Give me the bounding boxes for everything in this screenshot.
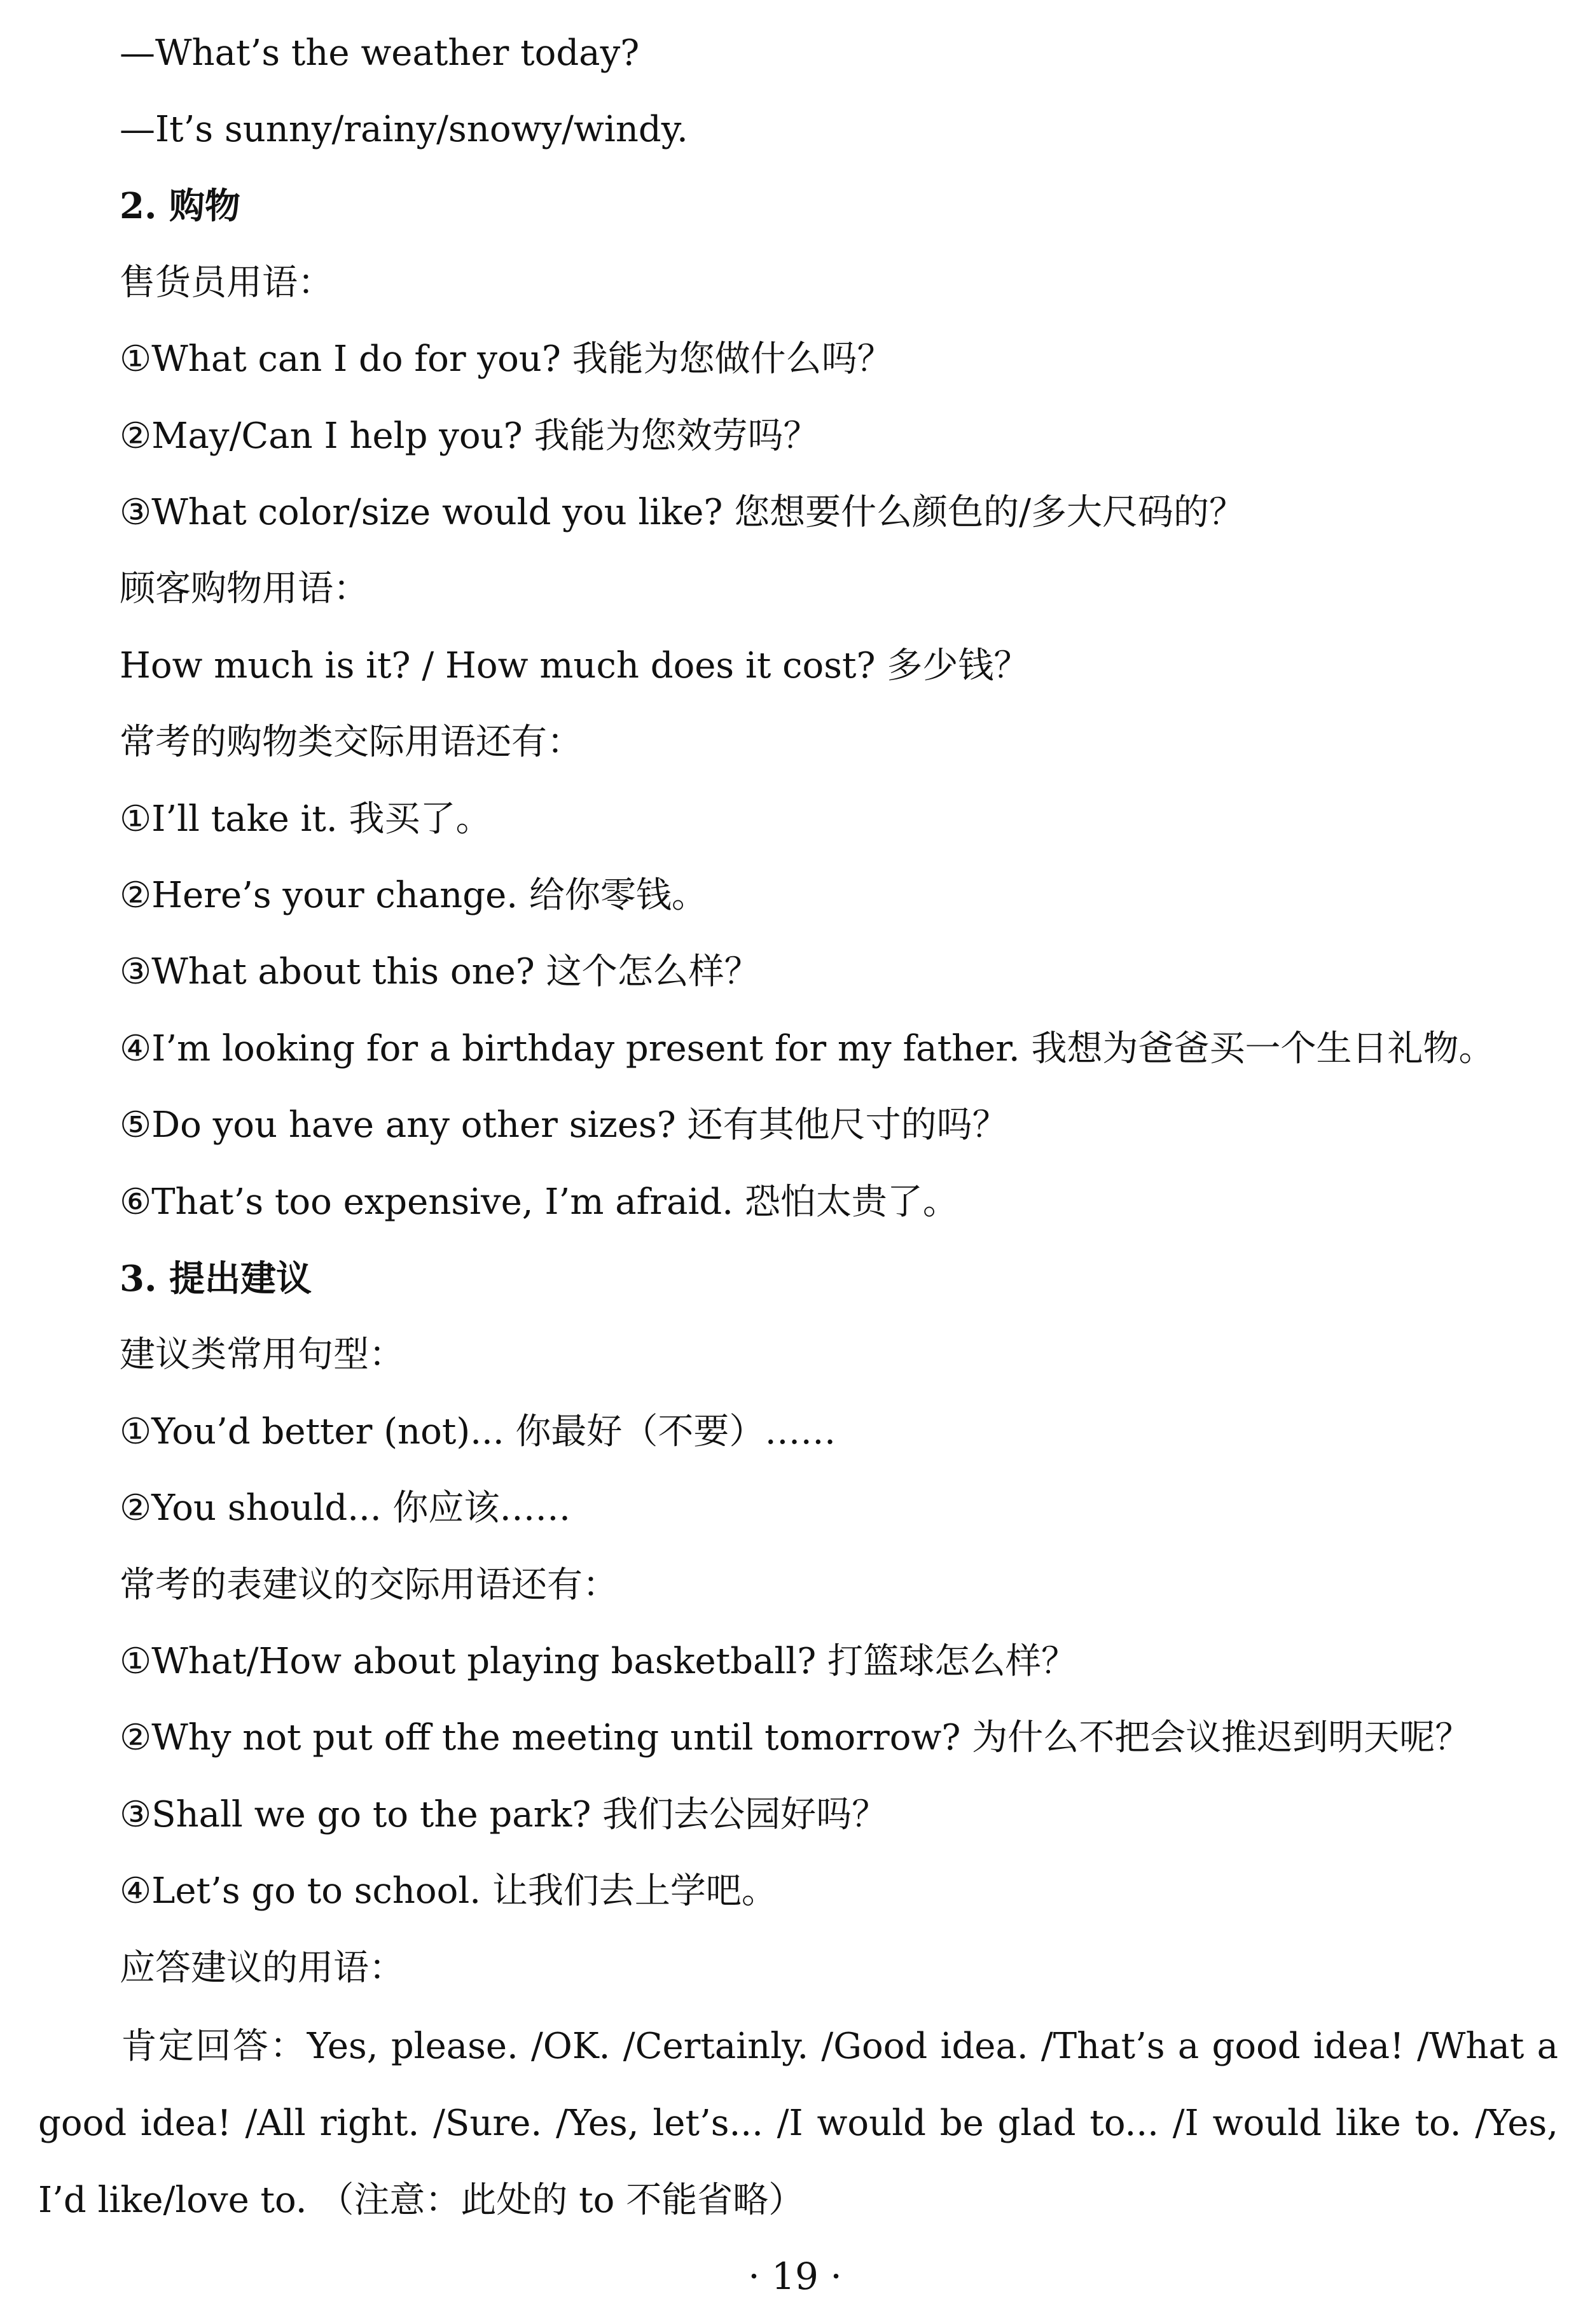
- phrase-item: ②May/Can I help you? 我能为您效劳吗？: [120, 415, 819, 457]
- phrase-item: ②You should... 你应该……: [120, 1487, 571, 1529]
- subheading-common-shopping: 常考的购物类交际用语还有：: [120, 721, 583, 763]
- phrase-item: How much is it? / How much does it cost? 多少钱？: [120, 645, 1030, 686]
- positive-response-text: 肯定回答：Yes, please. /OK. /Certainly. /Good idea. /That’s a good idea! /What a good idea! /All right. /Sure. /Yes, let’s... /I would be glad to... /I would like to. /Yes, I’d like/love to. （注意：此处的 to 不能省略）: [38, 2026, 1558, 2221]
- phrase-item: ④I’m looking for a birthday present for my father. 我想为爸爸买一个生日礼物。: [120, 1028, 1495, 1069]
- subheading-response-phrases: 应答建议的用语：: [120, 1947, 404, 1989]
- phrase-item: ②Here’s your change. 给你零钱。: [120, 875, 707, 916]
- subheading-clerk-phrases: 售货员用语：: [120, 262, 333, 303]
- subheading-customer-phrases: 顾客购物用语：: [120, 568, 369, 609]
- phrase-item: ④Let’s go to school. 让我们去上学吧。: [120, 1870, 777, 1912]
- phrase-item: ②Why not put off the meeting until tomorrow? 为什么不把会议推迟到明天呢？: [120, 1717, 1471, 1758]
- phrase-item: ③What about this one? 这个怎么样？: [120, 951, 760, 992]
- section-heading-shopping: 2. 购物: [120, 185, 240, 227]
- section-heading-suggestions: 3. 提出建议: [120, 1258, 312, 1300]
- phrase-item: ①What can I do for you? 我能为您做什么吗？: [120, 338, 893, 380]
- phrase-item: ⑤Do you have any other sizes? 还有其他尺寸的吗？: [120, 1104, 1008, 1146]
- page-number: · 19 ·: [748, 2255, 842, 2298]
- phrase-item: ③What color/size would you like? 您想要什么颜色的/多大尺码的？: [120, 492, 1245, 533]
- phrase-item: ③Shall we go to the park? 我们去公园好吗？: [120, 1794, 888, 1835]
- subheading-common-suggestions: 常考的表建议的交际用语还有：: [120, 1564, 618, 1606]
- phrase-item: ①What/How about playing basketball? 打篮球怎么样？: [120, 1641, 1077, 1682]
- phrase-item: ⑥That’s too expensive, I’m afraid. 恐怕太贵了。: [120, 1181, 958, 1223]
- phrase-item: ①I’ll take it. 我买了。: [120, 798, 492, 840]
- subheading-suggestion-patterns: 建议类常用句型：: [120, 1334, 404, 1375]
- dialogue-answer-weather: —It’s sunny/rainy/snowy/windy.: [120, 109, 688, 150]
- positive-response-paragraph: [38, 2008, 1558, 2239]
- dialogue-question-weather: —What’s the weather today?: [120, 32, 640, 74]
- phrase-item: ①You’d better (not)... 你最好（不要）……: [120, 1411, 836, 1452]
